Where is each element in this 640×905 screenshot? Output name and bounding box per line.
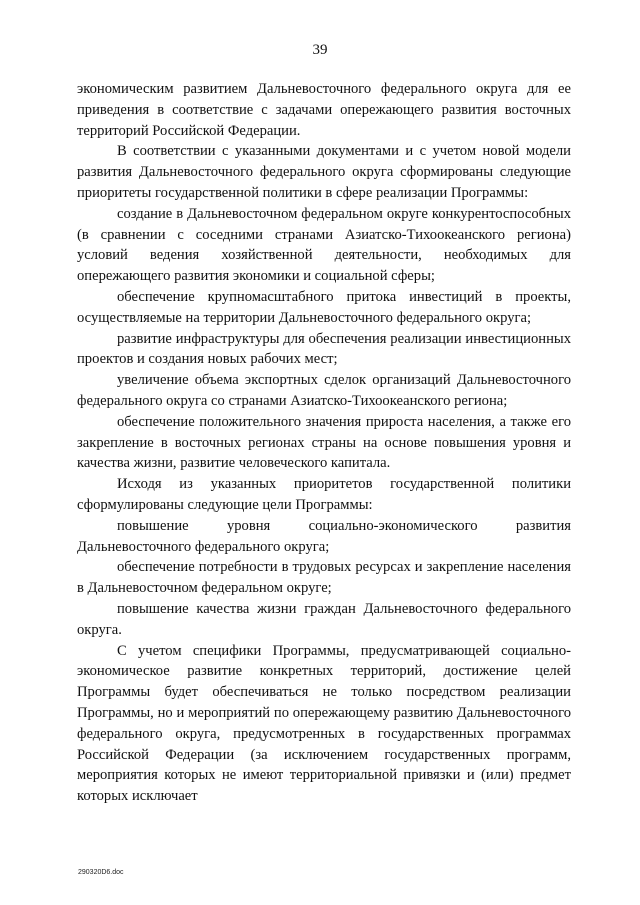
paragraph-continuation: экономическим развитием Дальневосточного федерального округа для ее приведения в соответствие с задачами опережающего развития восточных территорий Российской Федерации. [77, 81, 571, 139]
goal-item: повышение качества жизни граждан Дальневосточного федерального округа. [77, 600, 571, 638]
page-number: 39 [312, 42, 328, 58]
priority-item: обеспечение положительного значения прироста населения, а также его закрепление в восточных регионах страны на основе повышения уровня и качества жизни, развитие человеческого капитала. [77, 413, 571, 472]
goal-item: повышение уровня социально-экономического развития Дальневосточного федерального округа; [77, 517, 571, 555]
footer-file-code: 290320D6.doc [78, 869, 124, 876]
paragraph-priorities-intro: В соответствии с указанными документами и с учетом новой модели развития Дальневосточного федерального округа сформированы следующие приоритеты государственной политики в сфере реализации Программы: [77, 143, 571, 201]
paragraph-goals-intro: Исходя из указанных приоритетов государственной политики сформулированы следующие цели Программы: [77, 476, 571, 513]
priority-item: увеличение объема экспортных сделок организаций Дальневосточного федерального округа со странами Азиатско-Тихоокеанского региона; [77, 372, 571, 409]
document-body [77, 79, 571, 807]
priority-item: развитие инфраструктуры для обеспечения реализации инвестиционных проектов и создания новых рабочих мест; [77, 330, 571, 368]
priority-item: создание в Дальневосточном федеральном округе конкурентоспособных (в сравнении с соседними странами Азиатско-Тихоокеанского региона) условий ведения хозяйственной деятельности, необходимых для опережающего развития экономики и социальной сферы; [77, 205, 571, 285]
goal-item: обеспечение потребности в трудовых ресурсах и закрепление населения в Дальневосточном федеральном округе; [77, 559, 571, 597]
paragraph-implementation: С учетом специфики Программы, предусматривающей социально-экономическое развитие конкретных территорий, достижение целей Программы будет обеспечиваться не только посредством реализации Программы, но и мероприятий по опережающему развитию Дальневосточного федерального округа, предусмотренных в государственных программах Российской Федерации (за исключением государственных программ, мероприятия которых не имеют территориальной привязки и (или) предмет которых исключает [77, 642, 571, 805]
priority-item: обеспечение крупномасштабного притока инвестиций в проекты, осуществляемые на территории Дальневосточного федерального округа; [77, 288, 571, 326]
